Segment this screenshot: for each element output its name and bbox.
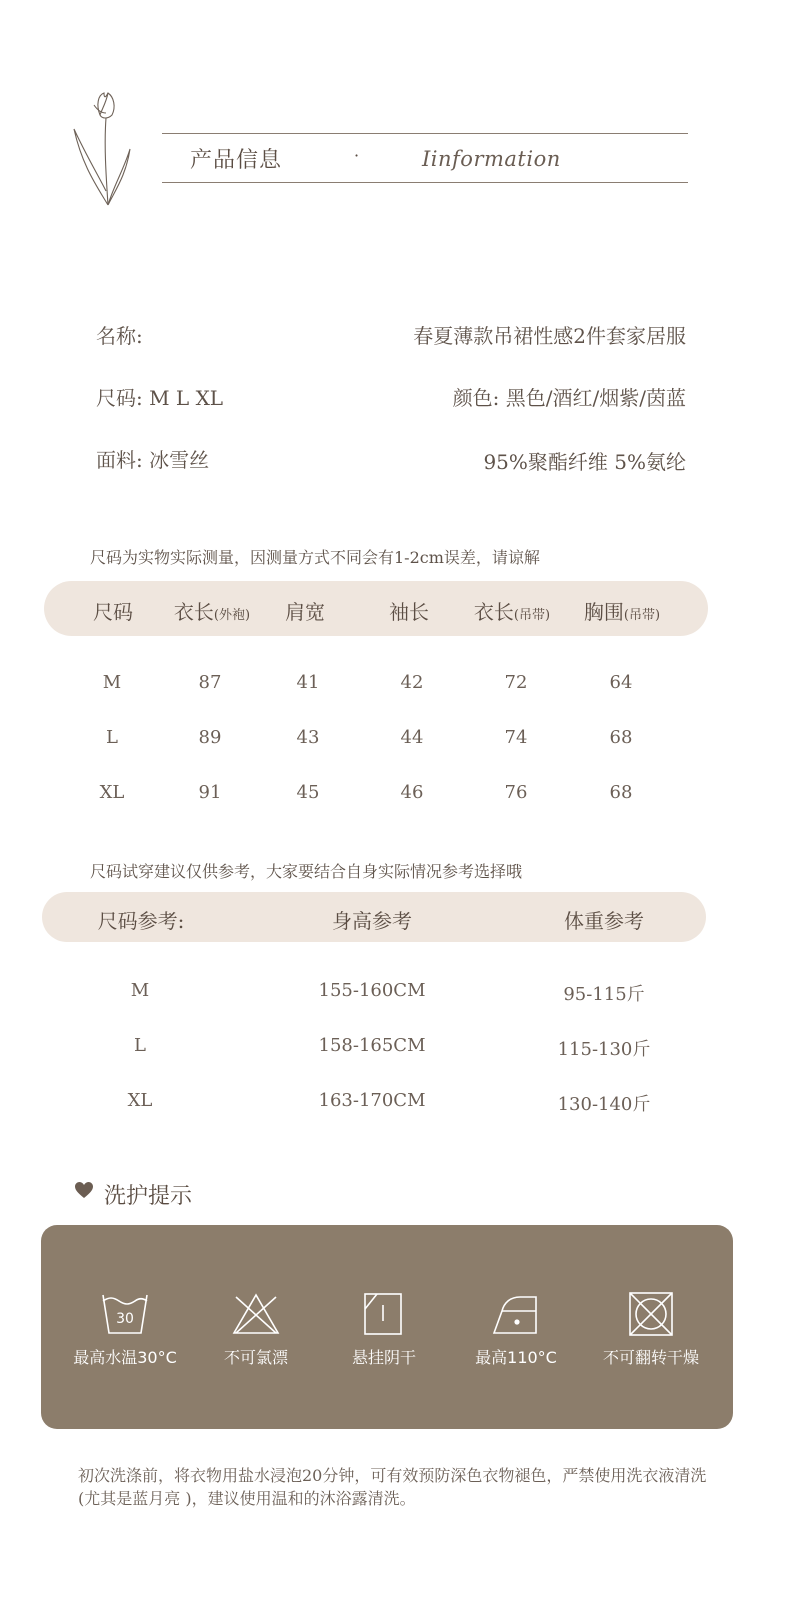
header-rule-bottom [162,182,688,183]
size-table-cell: 45 [296,782,320,803]
header-rule-top [162,133,688,134]
size-header-main: 衣长 [473,600,514,624]
ref-table-cell: 163-170CM [318,1090,426,1111]
size-header-main: 肩宽 [285,600,325,624]
size-table-note: 尺码为实物实际测量，因测量方式不同会有1-2cm误差，请谅解 [90,548,540,567]
ref-table-cell: XL [127,1090,153,1111]
header-title-cn: 产品信息 [190,148,283,173]
size-header-sub: (吊带) [513,608,551,623]
size-table-cell: 68 [609,727,633,748]
product-name-value: 春夏薄款吊裙性感2件套家居服 [413,324,686,348]
wash-30-number: 30 [116,1311,134,1327]
ref-table-note: 尺码试穿建议仅供参考，大家要结合自身实际情况参考选择哦 [90,862,523,881]
size-table-cell: 89 [198,727,222,748]
product-color-label: 颜色: 黑色/酒红/烟紫/茵蓝 [452,386,686,410]
care-footer-text: 初次洗涤前，将衣物用盐水浸泡20分钟，可有效预防深色衣物褪色，严禁使用洗衣液清洗(尤其是蓝月亮 )，建议使用温和的沐浴露清洗。 [78,1466,707,1508]
product-size-label: 尺码: M L XL [96,386,224,410]
product-name-label: 名称: [96,324,143,348]
ref-table-cell: 130-140斤 [557,1094,651,1115]
ref-table-cell: 158-165CM [318,1035,426,1056]
care-title: 洗护提示 [104,1184,193,1209]
ref-table-cell: L [134,1035,146,1056]
size-header-sub: (吊带) [623,608,661,623]
wash-30-icon [99,1291,151,1337]
care-item-label: 不可氯漂 [223,1348,288,1367]
product-fabric-label: 面料: 冰雪丝 [96,448,210,472]
size-header-main: 袖长 [389,600,429,624]
ref-table-cell: 155-160CM [318,980,426,1001]
size-table-cell: L [106,727,118,748]
size-table-cell: XL [99,782,125,803]
size-table-cell: 91 [198,782,222,803]
care-item-label: 悬挂阴干 [351,1348,416,1367]
care-item-label: 最高110°C [475,1348,557,1367]
iron-110-icon [490,1291,542,1337]
size-header-main: 衣长 [173,600,214,624]
size-table-cell: 87 [198,672,222,693]
no-bleach-icon [230,1291,282,1337]
no-tumble-dry-icon [625,1291,677,1337]
ref-table-cell: 115-130斤 [557,1039,651,1060]
care-item-label: 不可翻转干燥 [602,1348,699,1367]
header-title-en: Iinformation [422,147,561,171]
size-table-cell: 68 [609,782,633,803]
size-table-cell: 76 [504,782,528,803]
size-table-cell: 74 [504,727,528,748]
tulip-icon [68,85,140,213]
size-table-cell: 43 [296,727,320,748]
size-table-cell: 41 [296,672,320,693]
header-dot: · [354,146,360,165]
size-table-cell: 44 [400,727,424,748]
ref-header-cell: 体重参考 [564,909,644,933]
size-header-main: 胸围 [583,600,624,624]
ref-header-cell: 尺码参考: [97,909,185,933]
ref-header-cell: 身高参考 [332,909,412,933]
size-header-main: 尺码 [93,600,133,624]
ref-table-cell: M [130,980,150,1001]
size-table-cell: M [102,672,122,693]
care-item-label: 最高水温30°C [73,1348,177,1367]
size-table-cell: 42 [400,672,424,693]
size-header-sub: (外袍) [213,608,251,623]
size-table-cell: 72 [504,672,528,693]
hang-dry-shade-icon [357,1291,409,1337]
product-fabric-value: 95%聚酯纤维 5%氨纶 [483,450,686,474]
ref-table-cell: 95-115斤 [563,984,645,1005]
size-table-cell: 64 [609,672,633,693]
size-table-cell: 46 [400,782,424,803]
size-header-cell [542,596,702,625]
heart-icon [74,1181,94,1199]
